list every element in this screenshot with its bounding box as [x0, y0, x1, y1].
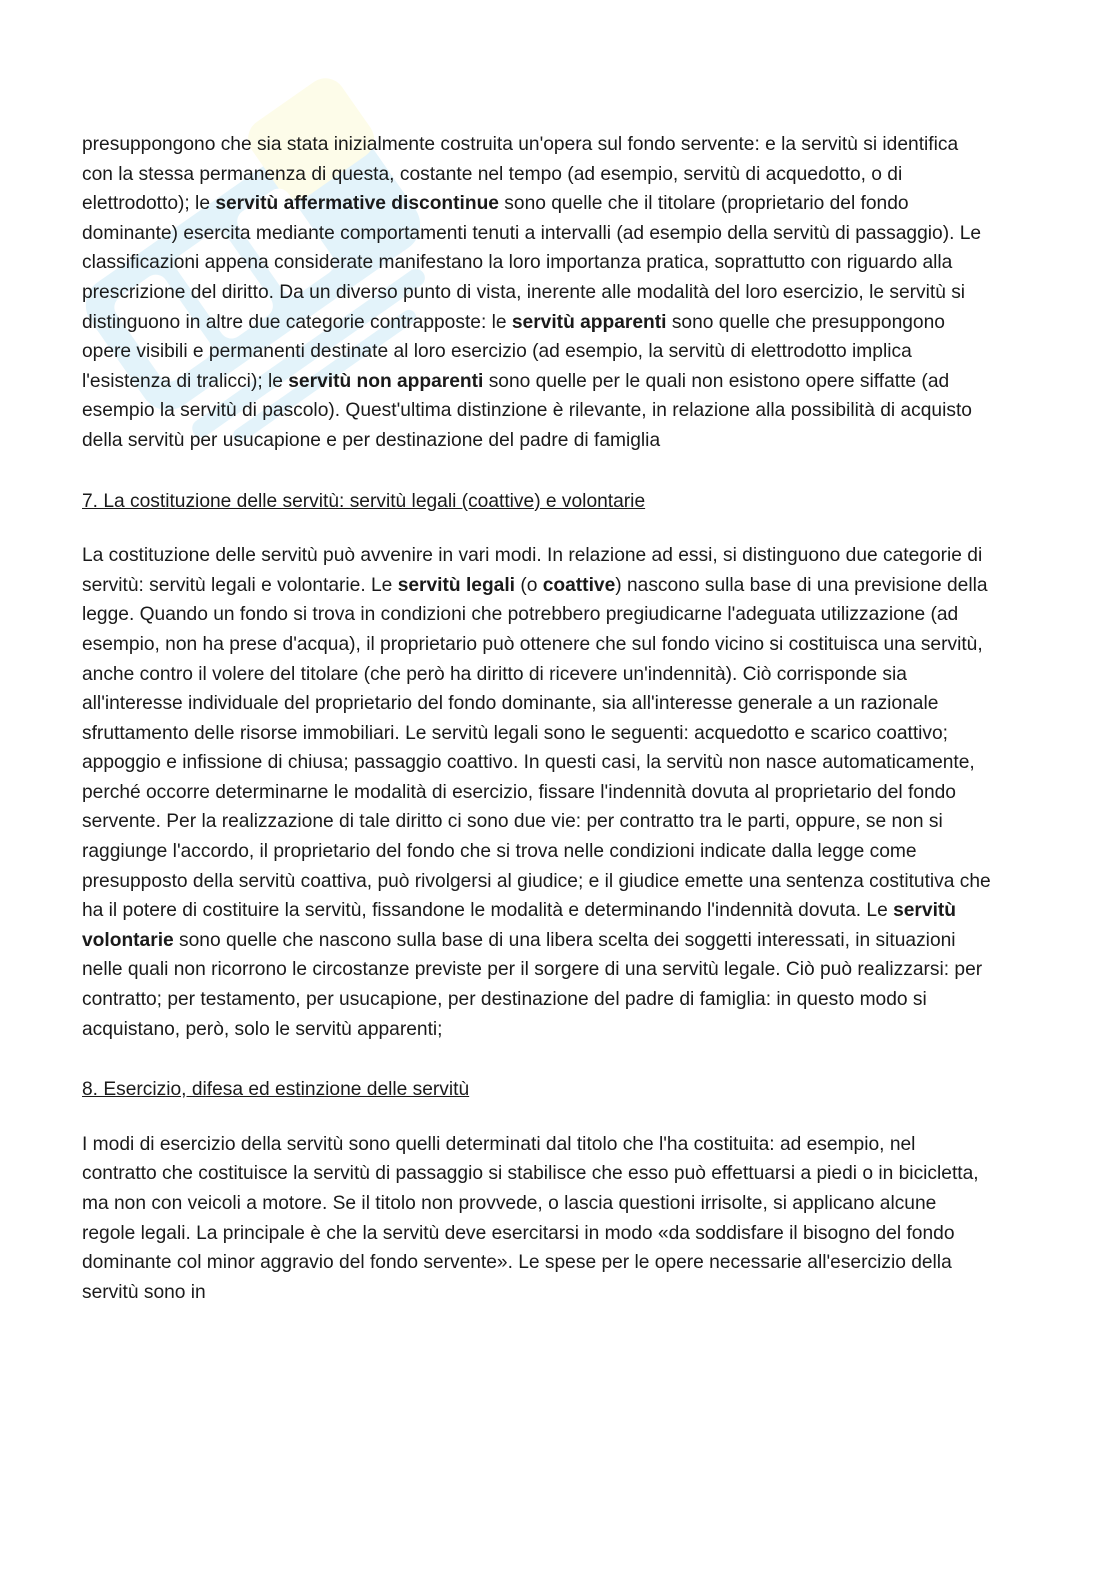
paragraph-servitu-classificazioni: presuppongono che sia stata inizialmente costruita un'opera sul fondo servente: e la servitù si identifica con la stessa permanenza di questa, costante nel tempo (ad esempio, servitù di acquedotto, o di elettrodotto); le servitù affermative discontinue sono quelle che il titolare (proprietario del fondo dominante) esercita mediante comportamenti tenuti a intervalli (ad esempio della servitù di passaggio). Le classificazioni appena considerate manifestano la loro importanza pratica, soprattutto con riguardo alla prescrizione del diritto. Da un diverso punto di vista, inerente alle modalità del loro esercizio, le servitù si distinguono in altre due categorie contrapposte: le servitù apparenti sono quelle che presuppongono opere visibili e permanenti destinate al loro esercizio (ad esempio, la servitù di elettrodotto implica l'esistenza di tralicci); le servitù non apparenti sono quelle per le quali non esistono opere siffatte (ad esempio la servitù di pascolo). Quest'ultima distinzione è rilevante, in relazione alla possibilità di acquisto della servitù per usucapione e per destinazione del padre di famiglia — [82, 134, 982, 451]
bold-term: servitù apparenti — [511, 311, 667, 333]
section-heading-8: 8. Esercizio, difesa ed estinzione delle servitù — [82, 1079, 470, 1101]
bold-term: servitù volontarie — [82, 900, 957, 951]
bold-term: servitù non apparenti — [288, 370, 484, 392]
paragraph-esercizio-servitu: I modi di esercizio della servitù sono quelli determinati dal titolo che l'ha costituita: ad esempio, nel contratto che costituisce la servitù di passaggio si stabilisce che esso può effettuarsi a piedi o in bicicletta, ma non con veicoli a motore. Se il titolo non provvede, o lascia questioni irrisolte, si applicano alcune regole legali. La principale è che la servitù deve esercitarsi in modo «da soddisfare il bisogno del fondo dominante col minor aggravio del fondo servente». Le spese per le opere necessarie all'esercizio della servitù sono in — [82, 1133, 979, 1303]
bold-term: servitù affermative discontinue — [215, 193, 499, 215]
document-page — [82, 130, 992, 1307]
bold-term: coattive — [542, 574, 616, 596]
section-heading-7: 7. La costituzione delle servitù: servitù legali (coattive) e volontarie — [82, 490, 646, 512]
bold-term: servitù legali — [397, 574, 515, 596]
paragraph-costituzione-servitu: La costituzione delle servitù può avvenire in vari modi. In relazione ad essi, si distinguono due categorie di servitù: servitù legali e volontarie. Le servitù legali (o coattive) nascono sulla base di una previsione della legge. Quando un fondo si trova in condizioni che potrebbero pregiudicarne l'adeguata utilizzazione (ad esempio, non ha prese d'acqua), il proprietario può ottenere che sul fondo vicino si costituisca una servitù, anche contro il volere del titolare (che però ha diritto di ricevere un'indennità). Ciò corrisponde sia all'interesse individuale del proprietario del fondo dominante, sia all'interesse generale a un razionale sfruttamento delle risorse immobiliari. Le servitù legali sono le seguenti: acquedotto e scarico coattivo; appoggio e infissione di chiusa; passaggio coattivo. In questi casi, la servitù non nasce automaticamente, perché occorre determinarne le modalità di esercizio, fissare l'indennità dovuta al proprietario del fondo servente. Per la realizzazione di tale diritto ci sono due vie: per contratto tra le parti, oppure, se non si raggiunge l'accordo, il proprietario del fondo che si trova nelle condizioni indicate dalla legge come presupposto della servitù coattiva, può rivolgersi al giudice; e il giudice emette una sentenza costitutiva che ha il potere di costituire la servitù, fissandone le modalità e determinando l'indennità dovuta. Le servitù volontarie sono quelle che nascono sulla base di una libera scelta dei soggetti interessati, in situazioni nelle quali non ricorrono le circostanze previste per il sorgere di una servitù legale. Ciò può realizzarsi: per contratto; per testamento, per usucapione, per destinazione del padre di famiglia: in questo modo si acquistano, però, solo le servitù apparenti; — [82, 545, 991, 1040]
